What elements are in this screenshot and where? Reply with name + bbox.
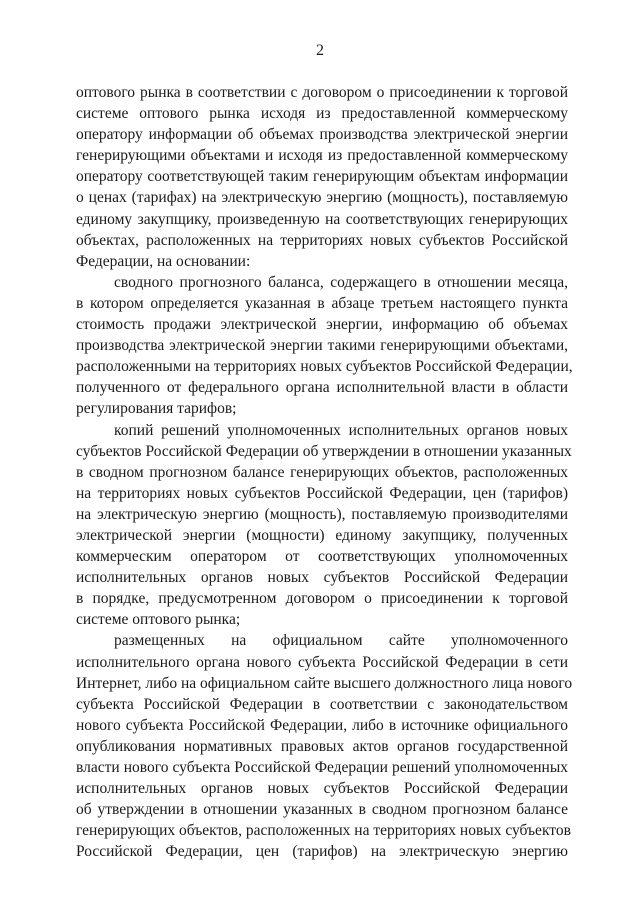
paragraph [76,82,568,272]
text-line: на территориях новых субъектов Российской Федерации, цен (тарифов) [76,484,568,502]
text-line: исполнительного органа нового субъекта Российской Федерации в сети [76,653,568,671]
text-line: коммерческим оператором от соответствующих уполномоченных [76,548,568,566]
text-line: копий решений уполномоченных исполнительных органов новых [114,421,568,439]
text-line: сводного прогнозного баланса, содержащего в отношении месяца, [114,273,568,291]
text-line: опубликования нормативных правовых актов органов государственной [76,737,568,755]
text-line: системе оптового рынка; [76,611,241,629]
text-line: генерирующими объектами и исходя из предоставленной коммерческому [76,147,568,165]
paragraph [76,420,572,631]
text-line: власти нового субъекта Российской Федерации решений уполномоченных [76,759,568,776]
paragraph [76,630,573,862]
text-line: стоимость продажи электрической энергии, информацию об объемах [76,316,568,334]
text-line: системе оптового рынка исходя из предоставленной коммерческому [76,105,568,123]
text-line: регулирования тарифов; [76,400,237,418]
text-line: размещенных на официальном сайте уполномоченного [114,632,568,650]
text-line: в порядке, предусмотренном договором о присоединении к торговой [76,590,568,608]
text-line: на электрическую энергию (мощность), поставляемую производителями [76,505,568,523]
text-line: субъекта Российской Федерации в соответствии с законодательством [76,695,568,713]
text-line: оптового рынка в соответствии с договором о присоединении к торговой [76,84,568,101]
text-line: оператору информации об объемах производства электрической энергии [76,126,568,144]
text-line: производства электрической энергии такими генерирующими объектами, [76,337,568,355]
text-line: об утверждении в отношении указанных в сводном прогнозном балансе [76,801,568,819]
text-line: Интернет, либо на официальном сайте высшего должностного лица нового [76,674,573,692]
text-line: исполнительных органов новых субъектов Российской Федерации [76,780,568,798]
document-body [76,82,573,862]
page-number: 2 [316,42,324,59]
paragraph [76,272,573,420]
text-line: в сводном прогнозном балансе генерирующих объектов, расположенных [76,463,568,481]
text-line: нового субъекта Российской Федерации, либо в источнике официального [76,716,568,734]
text-line: о ценах (тарифах) на электрическую энергию (мощность), поставляемую [76,189,568,207]
text-line: расположенными на территориях новых субъектов Российской Федерации, [76,358,573,376]
text-line: субъектов Российской Федерации об утверждении в отношении указанных [76,442,572,460]
text-line: электрической энергии (мощности) единому закупщику, полученных [76,526,568,544]
text-line: объектах, расположенных на территориях новых субъектов Российской [76,231,568,249]
text-line: в котором определяется указанная в абзаце третьем настоящего пункта [76,294,568,312]
text-line: исполнительных органов новых субъектов Российской Федерации [76,569,568,587]
text-line: оператору соответствующей таким генерирующим объектам информации [76,168,568,186]
text-line: Российской Федерации, цен (тарифов) на электрическую энергию [76,843,568,861]
text-line: полученного от федерального органа исполнительной власти в области [76,379,568,397]
text-line: единому закупщику, произведенную на соответствующих генерирующих [76,210,568,228]
text-line: Федерации, на основании: [76,252,251,270]
text-line: генерирующих объектов, расположенных на территориях новых субъектов [76,822,571,840]
